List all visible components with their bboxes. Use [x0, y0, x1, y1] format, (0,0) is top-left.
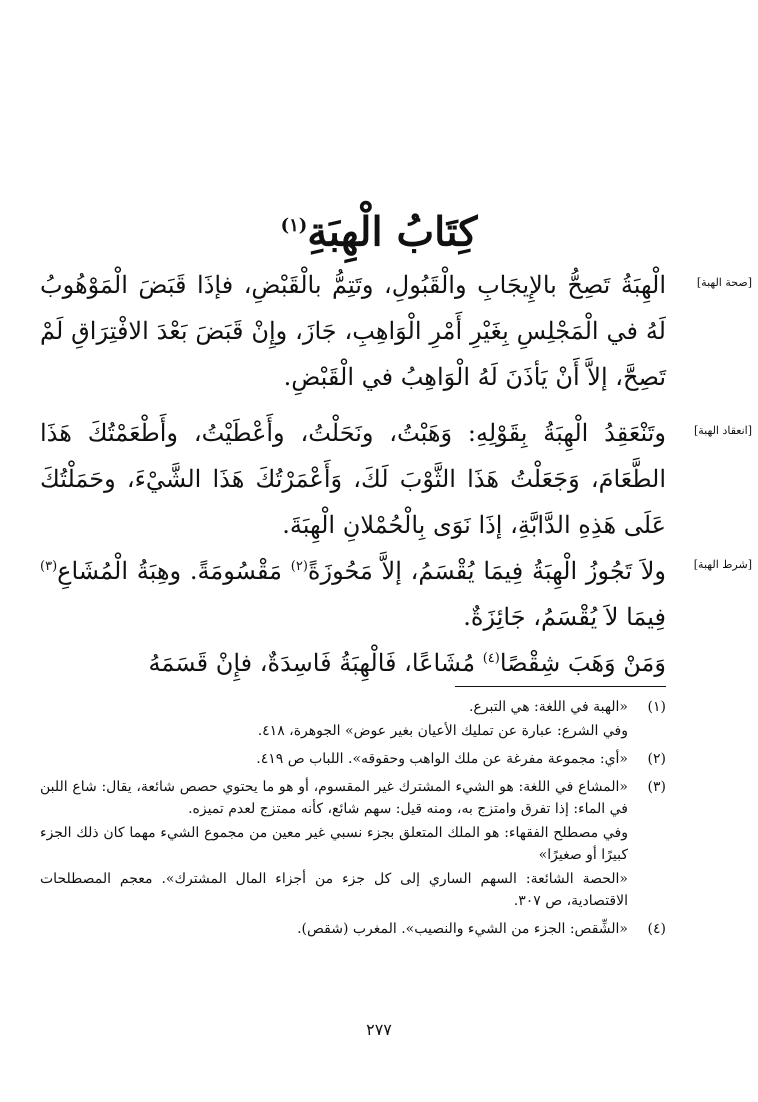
footnote-body	[40, 776, 628, 914]
margin-label-condition: [شرط الهبة]	[693, 558, 752, 571]
margin-label-formation: [انعقاد الهبة]	[693, 424, 752, 437]
margin-label-validity: [صحة الهبة]	[696, 276, 752, 289]
paragraph-shared-portion	[40, 636, 666, 686]
paragraph-validity: الْهِبَةُ تَصِحُّ بالإِيجَابِ والْقَبُولِ، وتَتِمُّ بالْقَبْضِ، فإذَا قَبَضَ الْمَوْهُوبُ لَهُ في الْمَجْلِسِ بِغَيْرِ أَمْرِ الْوَاهِبِ، جَازَ، وإِنْ قَبَضَ بَعْدَ الافْتِرَاقِ لَمْ تَصِحَّ، إلاَّ أَنْ يَأذَنَ لَهُ الْوَاهِبُ في الْقَبْضِ.	[40, 271, 666, 391]
footnote-number: (٣)	[647, 779, 666, 795]
condition-text-2: مَقْسُومَةً. وهِبَةُ الْمُشَاعِ	[57, 557, 291, 585]
page-number: ٢٧٧	[366, 1020, 392, 1039]
chapter-title-text: كِتَابُ الْهِبَةِ	[307, 208, 478, 256]
footnote-line: «المشاع في اللغة: هو الشيء المشترك غير المقسوم، أو هو ما يحتوي حصص شائعة، يقال: شاع اللبن في الماء: إذا تفرق وامتزج به، ومنه قيل: سهم شائع، كأنه ممتزج لعدم تميزه.	[40, 779, 628, 817]
footnote-ref-3: (٣)	[40, 559, 58, 574]
chapter-title	[0, 196, 758, 262]
footnote-3	[40, 776, 666, 914]
footnote-1	[40, 696, 666, 744]
shared-text-1: وَمَنْ وَهَبَ شِقْصًا	[499, 649, 666, 677]
footnote-body	[40, 696, 628, 744]
footnote-number: (١)	[647, 699, 666, 715]
footnote-line: وفي الشرع: عبارة عن تمليك الأعيان بغير عوض» الجوهرة، ٤١٨.	[257, 723, 628, 739]
footnotes	[40, 696, 666, 946]
condition-text-3: فِيمَا لاَ يُقْسَمُ، جَائِزَةٌ.	[463, 603, 666, 631]
footnote-body	[40, 918, 628, 942]
footnote-4	[40, 918, 666, 942]
paragraph-formation: وتَنْعَقِدُ الْهِبَةُ بِقَوْلِهِ: وَهَبْتُ، ونَحَلْتُ، وأَعْطَيْتُ، وأَطْعَمْتُكَ هَذَا الطَّعَامَ، وَجَعَلْتُ هَذَا الثَّوْبَ لَكَ، وَأَعْمَرْتُكَ هَذَا الشَّيْءَ، وحَمَلْتُكَ عَلَى هَذِهِ الدَّابَّةِ، إذَا نَوَى بِالْحُمْلانِ الْهِبَةَ.	[40, 419, 666, 539]
footnote-line: «الحصة الشائعة: السهم الساري إلى كل جزء من أجزاء المال المشترك». معجم المصطلحات الاقتصادية، ص ٣٠٧.	[40, 871, 628, 909]
footnote-ref-2: (٢)	[290, 559, 308, 574]
footnote-body	[40, 748, 628, 772]
condition-text-1: ولاَ تَجُوزُ الْهِبَةُ فِيمَا يُقْسَمُ، إلاَّ مَحُوزَةً	[307, 557, 667, 585]
footnote-divider	[455, 686, 666, 687]
footnote-line: «الشِّقص: الجزء من الشيء والنصيب». المغرب (شقص).	[297, 921, 628, 937]
footnote-line: «الهبة في اللغة: هي التبرع.	[468, 699, 628, 715]
footnote-ref-4: (٤)	[482, 651, 500, 666]
footnote-2	[40, 748, 666, 772]
footnote-number: (٢)	[647, 751, 666, 767]
footnote-line: «أي: مجموعة مفرغة عن ملك الواهب وحقوقه». اللباب ص ٤١٩.	[256, 751, 628, 767]
shared-text-2: مُشَاعًا، فَالْهِبَةُ فَاسِدَةٌ، فإِنْ قَسَمَهُ	[148, 649, 483, 677]
footnote-line: وفي مصطلح الفقهاء: هو الملك المتعلق بجزء نسبي غير معين من مجموع الشيء مهما كان ذلك الجزء كبيرًا أو صغيرًا»	[40, 825, 628, 863]
title-footnote-ref: (١)	[280, 215, 308, 236]
paragraph-condition	[40, 544, 666, 640]
footnote-number: (٤)	[647, 921, 666, 937]
